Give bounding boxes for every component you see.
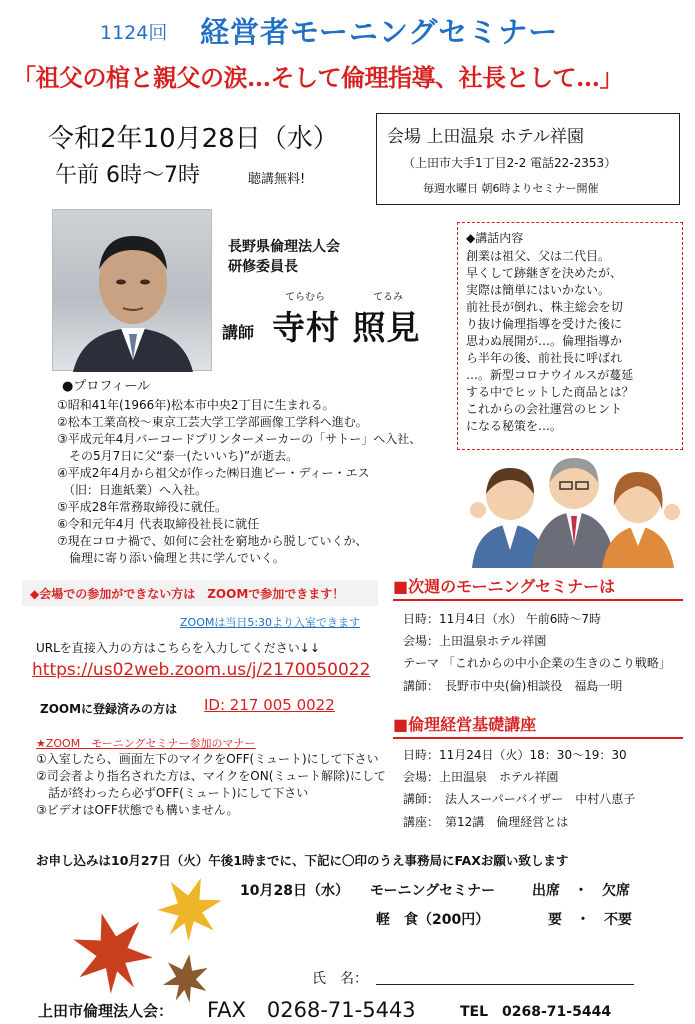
profile-item: （旧：日進紙業）へ入社。	[57, 483, 208, 498]
profile-list	[57, 397, 421, 567]
manner-item: ②司会者より指名された方は、マイクをON(ミュート解除)にして	[36, 769, 386, 784]
speaker-prefix: 講師	[222, 323, 255, 342]
speaker-photo	[52, 209, 212, 371]
speaker-name: 寺村 照見	[272, 308, 421, 347]
talk-line: 早くして跡継ぎを決めたが、	[466, 266, 623, 281]
speaker-role: 研修委員長	[228, 259, 298, 275]
talk-line: 創業は祖父、父は二代目。	[466, 249, 611, 263]
basic-course-line: 会場：上田温泉 ホテル祥園	[403, 770, 559, 785]
talk-line: り抜け倫理指導を受けた後に	[466, 317, 623, 332]
basic-course-line: 講師： 法人スーパーバイザー 中村八恵子	[403, 792, 636, 807]
zoom-url-link[interactable]: https://us02web.zoom.us/j/2170050022	[32, 660, 371, 680]
profile-item: ⑥令和元年4月 代表取締役社長に就任	[57, 517, 260, 532]
basic-course-details	[403, 744, 635, 833]
talk-line: する中でヒットした商品とは？	[466, 385, 634, 400]
apply-row1-item: モーニングセミナー	[370, 883, 496, 899]
talk-line: ら半年の後、前社長に呼ばれ	[466, 351, 623, 366]
next-seminar-line: 会場：上田温泉ホテル祥園	[403, 634, 547, 649]
talk-heading: ◆講話内容	[466, 231, 524, 245]
profile-item: ⑤平成28年常務取締役に就任。	[57, 500, 228, 515]
next-seminar-line: 日時：11月4日（水） 午前6時～7時	[403, 612, 601, 626]
zoom-notice: ◆会場での参加ができない方は ZOOMで参加できます！	[22, 580, 378, 606]
business-people-illustration	[462, 450, 687, 568]
free-admission: 聴講無料!	[248, 172, 306, 187]
zoom-url-prompt: URLを直接入力の方はこちらを入力してください↓↓	[36, 641, 320, 655]
zoom-id-label: ZOOMに登録済みの方は	[40, 702, 178, 716]
event-time: 午前 6時～7時	[55, 163, 200, 188]
next-seminar-line: 講師： 長野市中央(倫)相談役 福島一明	[403, 678, 623, 693]
talk-line: になる秘策を…。	[466, 419, 563, 434]
profile-item: ③平成元年4月バーコードプリンターメーカーの「サトー」へ入社、	[57, 432, 422, 447]
application-deadline: お申し込みは10月27日（火）午後1時までに、下記に〇印のうえ事務局にFAXお願い致します	[36, 853, 569, 868]
basic-course-heading: ■倫理経営基礎講座	[393, 712, 683, 739]
event-date: 令和2年10月28日（水）	[48, 124, 339, 154]
attendance-options[interactable]: 出席 ・ 欠席	[532, 883, 630, 899]
name-input-line[interactable]	[376, 984, 634, 985]
speaker-org: 長野県倫理法人会	[228, 239, 340, 255]
name-label: 氏 名：	[312, 971, 368, 987]
talk-line: 実際は簡単にはいかない。	[466, 283, 611, 298]
meal-options[interactable]: 要 ・ 不要	[548, 912, 632, 928]
basic-course-line: 講座： 第12講 倫理経営とは	[403, 814, 569, 829]
profile-heading: ●プロフィール	[62, 379, 151, 394]
zoom-room-open: ZOOMは当日5:30より入室できます	[180, 616, 361, 629]
speaker-ruby-given: てるみ	[373, 292, 403, 303]
talk-line: 前社長が倒れ、株主総会を切	[466, 300, 623, 315]
profile-item: ②松本工業高校～東京工芸大学工学部画像工学科へ進む。	[57, 415, 368, 430]
zoom-id[interactable]: ID: 217 005 0022	[204, 696, 335, 714]
profile-item: ①昭和41年(1966年)松本市中央2丁目に生まれる。	[57, 398, 335, 412]
talk-line: 思わぬ展開が…。倫理指導か	[466, 334, 623, 349]
manner-item: ③ビデオはOFF状態でも構いません。	[36, 803, 239, 818]
profile-item: その5月7日に父“泰一(たいいち)”が逝去。	[57, 449, 299, 464]
next-seminar-details	[403, 608, 671, 697]
talk-lines	[466, 248, 674, 435]
zoom-manners-heading: ★ZOOM モーニングセミナー参加のマナー	[36, 737, 256, 750]
apply-row2-item: 軽 食（200円）	[376, 912, 490, 928]
next-seminar-line: テーマ 「これからの中小企業の生きのこり戦略」	[403, 656, 671, 671]
manner-item: ①入室したら、画面左下のマイクをOFF(ミュート)にして下さい	[36, 752, 379, 766]
session-number: 1124回	[100, 22, 168, 44]
apply-row1-date: 10月28日（水）	[240, 883, 349, 899]
autumn-leaves-illustration	[60, 868, 230, 1008]
footer-org: 上田市倫理法人会：	[38, 1002, 174, 1020]
talk-line: …。新型コロナウイルスが蔓延	[466, 368, 634, 383]
next-seminar-heading: ■次週のモーニングセミナーは	[393, 574, 683, 601]
footer-fax: FAX 0268-71-5443	[207, 998, 416, 1022]
venue-label: 会場 上田温泉 ホテル祥園	[387, 127, 584, 147]
seminar-title: 「祖父の棺と親父の涙…そして倫理指導、社長として…」	[12, 63, 623, 92]
profile-item: ④平成2年4月から祖父が作った㈱日進ピー・ディー・エス	[57, 466, 370, 481]
talk-box	[457, 222, 683, 450]
profile-item: 倫理に寄り添い倫理と共に学んでいく。	[57, 551, 285, 566]
venue-schedule: 毎週水曜日 朝6時よりセミナー開催	[423, 182, 599, 195]
zoom-manners-list	[36, 751, 386, 819]
manner-item: 話が終わったら必ずOFF(ミュート)にして下さい	[36, 786, 309, 801]
talk-line: これからの会社運営のヒント	[466, 402, 623, 417]
venue-address: （上田市大手1丁目2-2 電話22-2353）	[403, 156, 617, 170]
speaker-ruby-family: てらむら	[285, 292, 325, 303]
basic-course-line: 日時：11月24日（火）18：30～19：30	[403, 748, 627, 762]
series-title: 経営者モーニングセミナー	[200, 15, 559, 49]
profile-item: ⑦現在コロナ禍で、如何に会社を窮地から脱していくか、	[57, 534, 368, 549]
footer-tel: TEL 0268-71-5444	[460, 1004, 612, 1020]
venue-box	[376, 113, 680, 205]
